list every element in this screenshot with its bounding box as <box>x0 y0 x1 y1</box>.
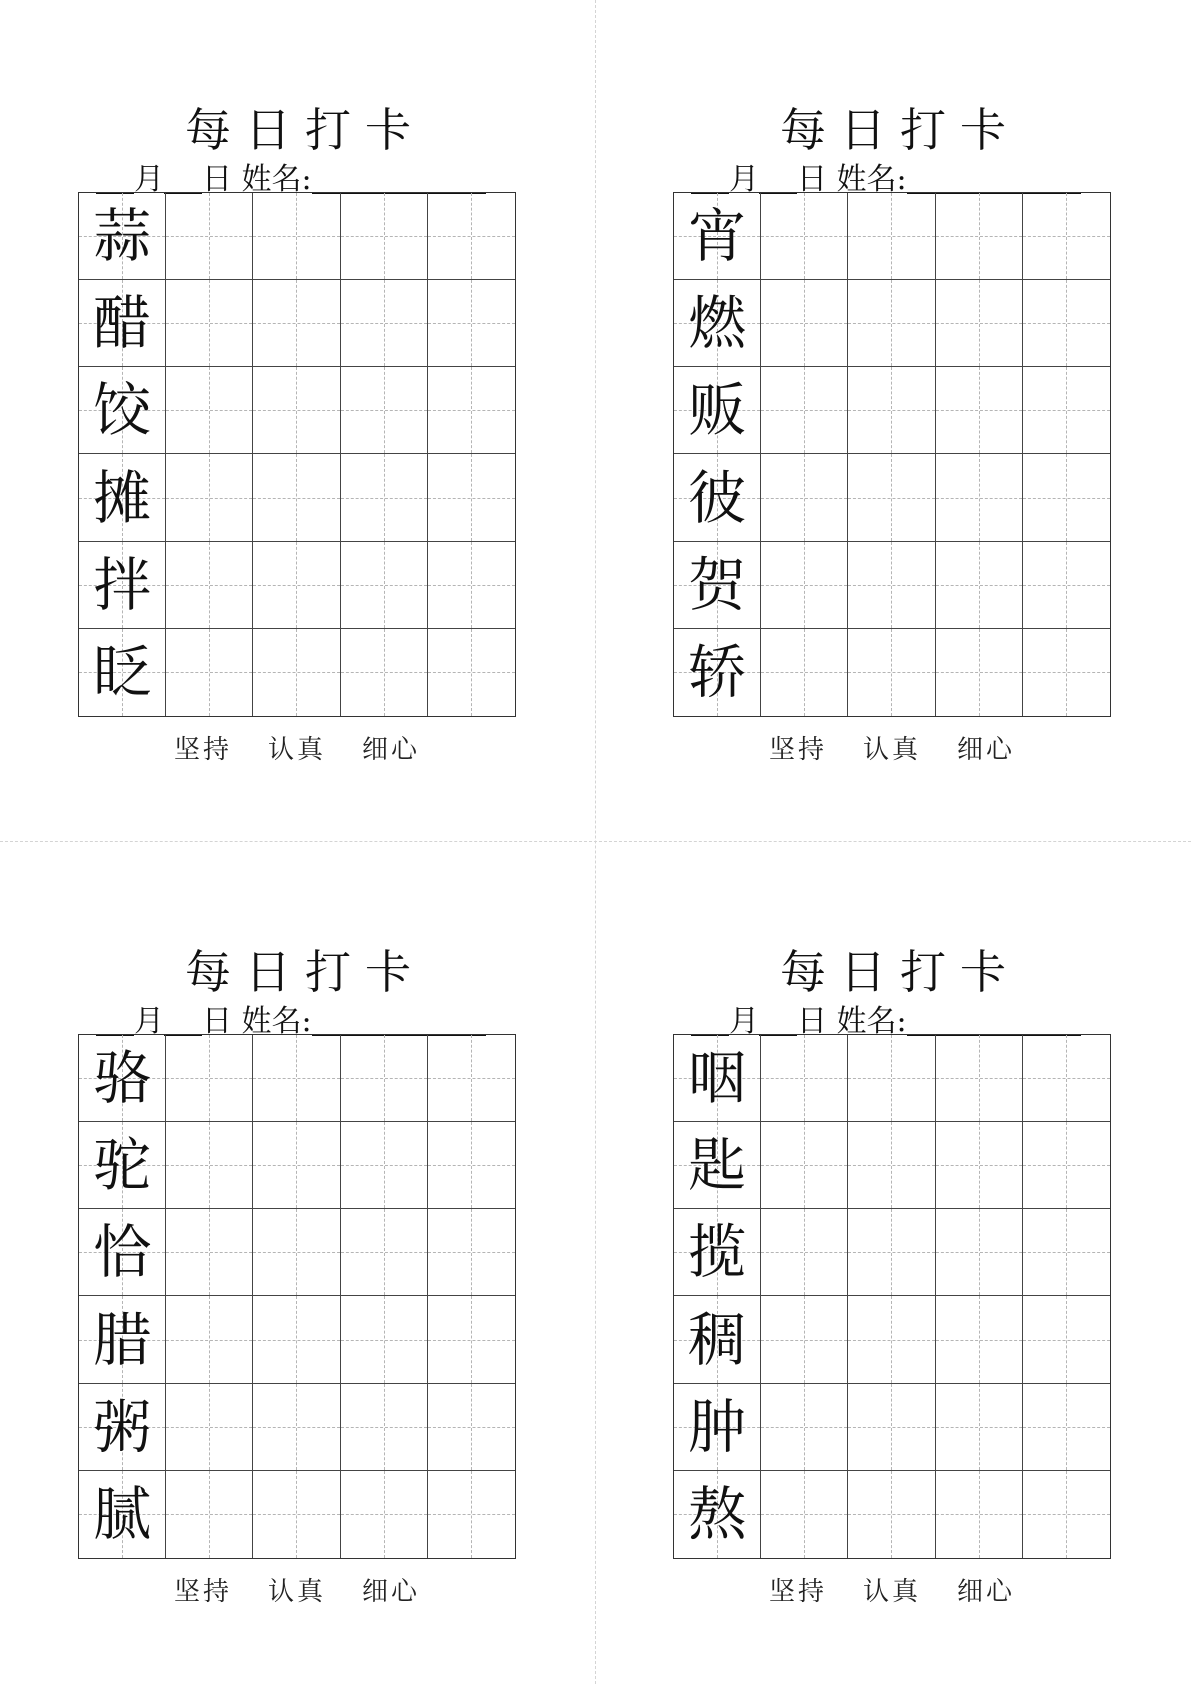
motto <box>78 1574 516 1610</box>
practice-cell[interactable] <box>848 1209 935 1296</box>
motto-word: 坚持 <box>768 1577 827 1607</box>
card-title: 每日打卡 <box>780 945 1020 999</box>
practice-cell[interactable] <box>253 1035 340 1122</box>
model-character: 匙 <box>688 1131 747 1200</box>
practice-cell[interactable] <box>166 1471 253 1558</box>
motto-word: 认真 <box>267 1577 326 1607</box>
month-blank[interactable] <box>96 162 134 194</box>
motto-word: 认真 <box>862 1577 921 1607</box>
practice-cell[interactable] <box>848 454 935 541</box>
model-character: 燃 <box>688 289 747 358</box>
practice-cell[interactable] <box>428 193 515 280</box>
day-blank[interactable] <box>164 162 202 194</box>
practice-cell[interactable] <box>166 280 253 367</box>
practice-cell[interactable] <box>1023 193 1110 280</box>
model-character: 眨 <box>93 638 152 707</box>
model-character: 腊 <box>93 1305 152 1374</box>
practice-cell[interactable] <box>761 1209 848 1296</box>
practice-cell[interactable] <box>936 1122 1023 1209</box>
model-character: 驼 <box>93 1131 152 1200</box>
model-character: 彼 <box>688 463 747 532</box>
practice-cell[interactable] <box>428 1209 515 1296</box>
model-character: 腻 <box>93 1480 152 1549</box>
motto-word: 坚持 <box>173 735 232 765</box>
practice-cell[interactable] <box>253 1471 340 1558</box>
month-label: 月 <box>134 162 164 197</box>
practice-cell[interactable] <box>936 1035 1023 1122</box>
motto-word: 坚持 <box>768 735 827 765</box>
practice-cell[interactable] <box>166 454 253 541</box>
practice-cell[interactable] <box>428 1384 515 1471</box>
motto <box>78 732 516 768</box>
practice-cell[interactable] <box>341 1209 428 1296</box>
practice-cell[interactable] <box>848 629 935 716</box>
practice-cell[interactable] <box>1023 629 1110 716</box>
practice-card-top-left <box>78 100 518 860</box>
month-label: 月 <box>729 162 759 197</box>
motto-word: 坚持 <box>173 1577 232 1607</box>
practice-cell[interactable] <box>428 1296 515 1383</box>
practice-cell[interactable] <box>761 542 848 629</box>
practice-cell[interactable] <box>253 1296 340 1383</box>
model-character: 醋 <box>93 289 152 358</box>
page-divider-vertical <box>595 0 596 1684</box>
practice-cell[interactable] <box>253 1209 340 1296</box>
model-character: 拌 <box>93 550 152 619</box>
name-label: 姓名: <box>836 1004 907 1039</box>
practice-cell[interactable] <box>761 454 848 541</box>
practice-cell[interactable] <box>936 1384 1023 1471</box>
practice-cell[interactable] <box>428 629 515 716</box>
practice-cell[interactable] <box>253 193 340 280</box>
practice-cell[interactable] <box>848 367 935 454</box>
practice-cell[interactable] <box>341 367 428 454</box>
practice-cell[interactable] <box>166 1122 253 1209</box>
practice-cell[interactable] <box>341 454 428 541</box>
writing-grid <box>78 192 516 717</box>
name-label: 姓名: <box>241 1004 312 1039</box>
practice-cell[interactable] <box>848 193 935 280</box>
practice-cell[interactable] <box>428 454 515 541</box>
name-blank[interactable] <box>907 162 1081 194</box>
practice-cell[interactable] <box>341 280 428 367</box>
motto-word: 认真 <box>267 735 326 765</box>
practice-cell[interactable] <box>936 454 1023 541</box>
day-label: 日 <box>202 1004 232 1039</box>
practice-cell[interactable] <box>936 1471 1023 1558</box>
practice-cell[interactable] <box>166 1384 253 1471</box>
model-character: 肿 <box>688 1392 747 1461</box>
card-title: 每日打卡 <box>185 103 425 157</box>
practice-cell[interactable] <box>848 1122 935 1209</box>
name-blank[interactable] <box>312 162 486 194</box>
practice-cell[interactable] <box>166 1296 253 1383</box>
practice-cell[interactable] <box>341 1471 428 1558</box>
practice-cell[interactable] <box>1023 1296 1110 1383</box>
motto-word: 细心 <box>957 1577 1016 1607</box>
writing-grid <box>78 1034 516 1559</box>
practice-cell[interactable] <box>1023 367 1110 454</box>
day-label: 日 <box>797 162 827 197</box>
name-label: 姓名: <box>836 162 907 197</box>
practice-cell[interactable] <box>1023 1384 1110 1471</box>
day-blank[interactable] <box>759 162 797 194</box>
practice-cell[interactable] <box>761 1035 848 1122</box>
name-blank[interactable] <box>312 1004 486 1036</box>
practice-cell[interactable] <box>1023 1209 1110 1296</box>
practice-cell[interactable] <box>761 1471 848 1558</box>
practice-cell[interactable] <box>1023 1471 1110 1558</box>
practice-cell[interactable] <box>936 280 1023 367</box>
practice-cell[interactable] <box>761 1296 848 1383</box>
practice-cell[interactable] <box>428 542 515 629</box>
practice-cell[interactable] <box>1023 542 1110 629</box>
practice-cell[interactable] <box>428 1122 515 1209</box>
day-label: 日 <box>797 1004 827 1039</box>
practice-cell[interactable] <box>428 1035 515 1122</box>
practice-cell[interactable] <box>848 1296 935 1383</box>
practice-cell[interactable] <box>1023 1035 1110 1122</box>
practice-cell[interactable] <box>1023 1122 1110 1209</box>
model-character: 宵 <box>688 202 747 271</box>
practice-cell[interactable] <box>848 542 935 629</box>
practice-cell[interactable] <box>936 193 1023 280</box>
practice-cell[interactable] <box>761 1122 848 1209</box>
practice-cell[interactable] <box>428 367 515 454</box>
practice-cell[interactable] <box>936 629 1023 716</box>
practice-card-bottom-left <box>78 942 518 1702</box>
model-character: 稠 <box>688 1305 747 1374</box>
practice-cell[interactable] <box>936 542 1023 629</box>
practice-cell[interactable] <box>1023 280 1110 367</box>
motto <box>673 732 1111 768</box>
practice-cell[interactable] <box>253 542 340 629</box>
practice-cell[interactable] <box>341 1122 428 1209</box>
day-blank[interactable] <box>164 1004 202 1036</box>
motto-word: 认真 <box>862 735 921 765</box>
model-character: 粥 <box>93 1392 152 1461</box>
month-label: 月 <box>134 1004 164 1039</box>
practice-cell[interactable] <box>848 1384 935 1471</box>
model-character: 摊 <box>93 463 152 532</box>
practice-cell[interactable] <box>341 542 428 629</box>
practice-cell[interactable] <box>166 629 253 716</box>
model-character: 熬 <box>688 1480 747 1549</box>
writing-grid <box>673 192 1111 717</box>
model-character: 贺 <box>688 550 747 619</box>
practice-cell[interactable] <box>166 1035 253 1122</box>
practice-cell[interactable] <box>428 1471 515 1558</box>
model-character: 骆 <box>93 1044 152 1113</box>
practice-cell[interactable] <box>761 193 848 280</box>
card-title: 每日打卡 <box>185 945 425 999</box>
practice-cell[interactable] <box>253 1384 340 1471</box>
day-blank[interactable] <box>759 1004 797 1036</box>
practice-cell[interactable] <box>341 1035 428 1122</box>
practice-cell[interactable] <box>761 280 848 367</box>
practice-cell[interactable] <box>848 1035 935 1122</box>
month-blank[interactable] <box>691 1004 729 1036</box>
name-blank[interactable] <box>907 1004 1081 1036</box>
practice-cell[interactable] <box>341 193 428 280</box>
practice-cell[interactable] <box>166 193 253 280</box>
model-character: 咽 <box>688 1044 747 1113</box>
practice-cell[interactable] <box>936 1209 1023 1296</box>
practice-cell[interactable] <box>341 1384 428 1471</box>
motto-word: 细心 <box>362 735 421 765</box>
name-label: 姓名: <box>241 162 312 197</box>
practice-cell[interactable] <box>166 1209 253 1296</box>
card-title: 每日打卡 <box>780 103 1020 157</box>
motto-word: 细心 <box>362 1577 421 1607</box>
practice-cell[interactable] <box>936 1296 1023 1383</box>
model-character: 恰 <box>93 1218 152 1287</box>
practice-cell[interactable] <box>253 1122 340 1209</box>
practice-cell[interactable] <box>341 629 428 716</box>
practice-cell[interactable] <box>848 1471 935 1558</box>
month-label: 月 <box>729 1004 759 1039</box>
month-blank[interactable] <box>96 1004 134 1036</box>
practice-cell[interactable] <box>341 1296 428 1383</box>
model-character: 揽 <box>688 1218 747 1287</box>
month-blank[interactable] <box>691 162 729 194</box>
day-label: 日 <box>202 162 232 197</box>
practice-card-top-right <box>673 100 1113 860</box>
practice-cell[interactable] <box>761 1384 848 1471</box>
writing-grid <box>673 1034 1111 1559</box>
practice-cell[interactable] <box>428 280 515 367</box>
practice-cell[interactable] <box>166 542 253 629</box>
practice-card-bottom-right <box>673 942 1113 1702</box>
practice-cell[interactable] <box>936 367 1023 454</box>
practice-cell[interactable] <box>848 280 935 367</box>
model-character: 蒜 <box>93 202 152 271</box>
practice-cell[interactable] <box>253 367 340 454</box>
practice-cell[interactable] <box>166 367 253 454</box>
practice-cell[interactable] <box>253 454 340 541</box>
model-character: 饺 <box>93 376 152 445</box>
practice-cell[interactable] <box>1023 454 1110 541</box>
practice-cell[interactable] <box>253 280 340 367</box>
model-character: 轿 <box>688 638 747 707</box>
motto-word: 细心 <box>957 735 1016 765</box>
practice-cell[interactable] <box>761 629 848 716</box>
practice-cell[interactable] <box>761 367 848 454</box>
motto <box>673 1574 1111 1610</box>
practice-cell[interactable] <box>253 629 340 716</box>
model-character: 贩 <box>688 376 747 445</box>
